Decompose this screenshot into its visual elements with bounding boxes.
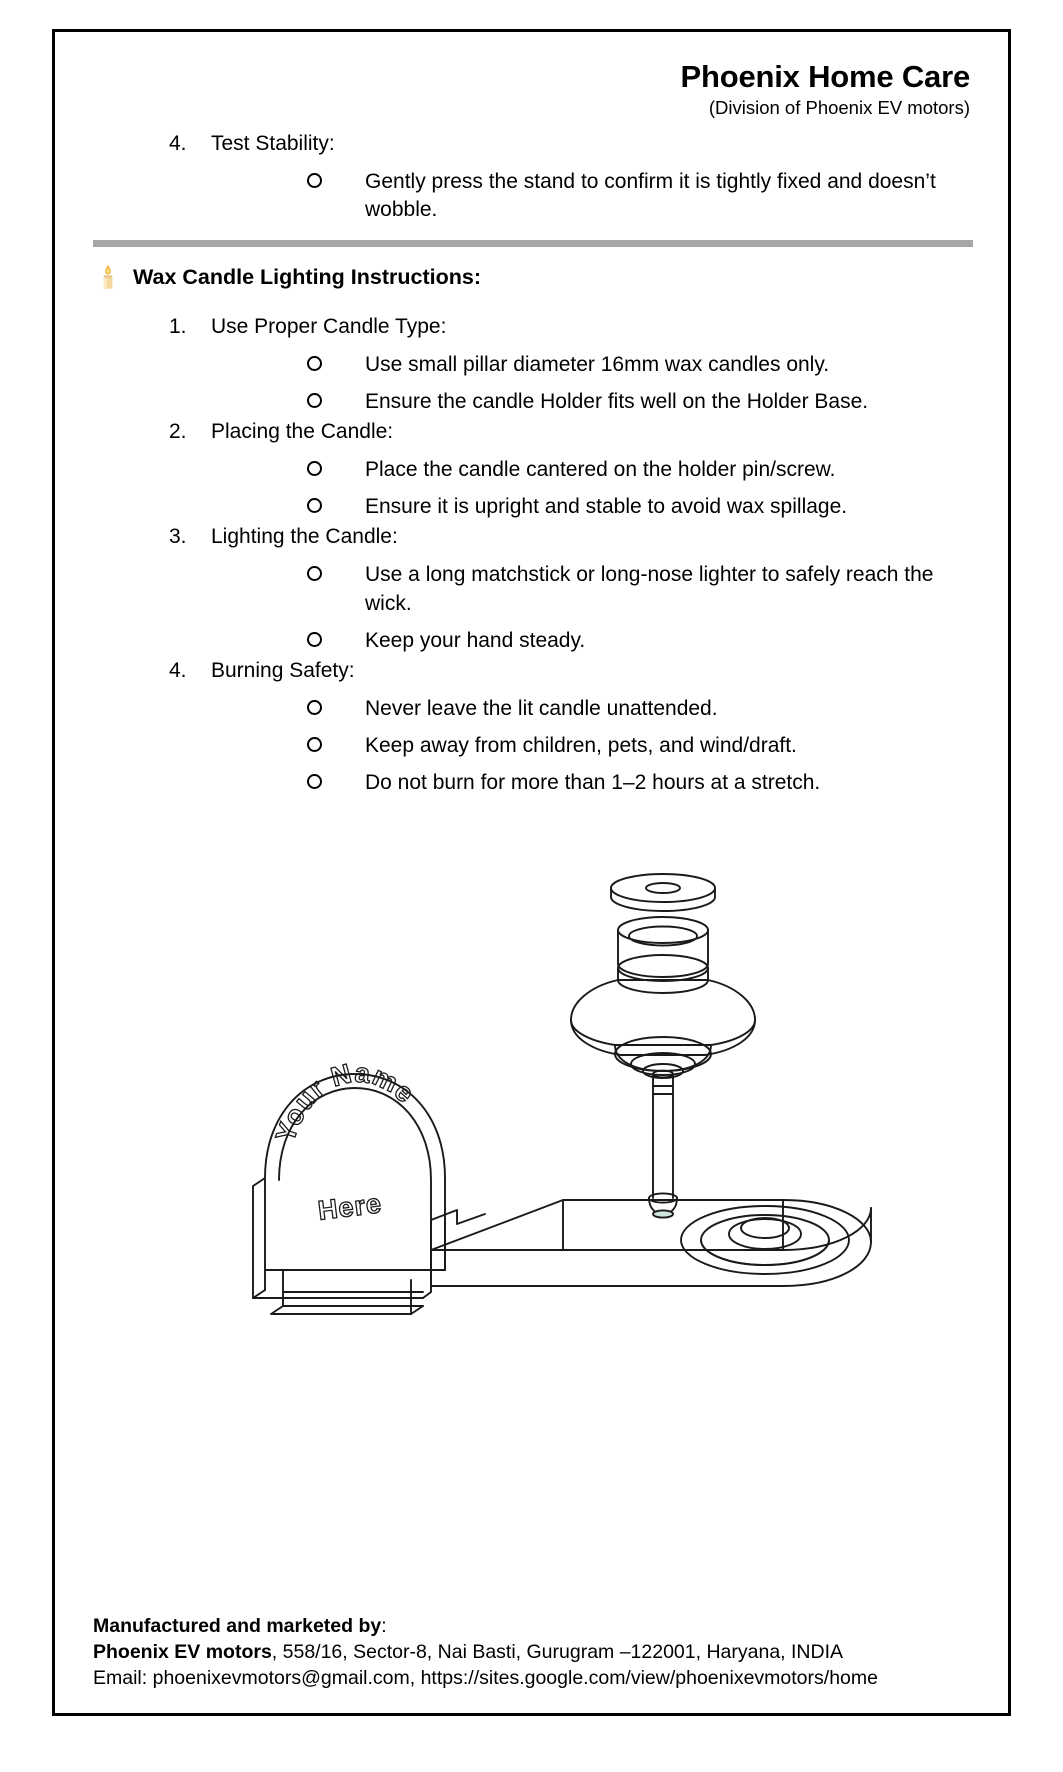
bullet-item	[93, 388, 973, 416]
page-footer	[93, 1613, 973, 1691]
candle-holder-assembly-drawing	[93, 868, 973, 1378]
footer-manufactured-label: Manufactured and marketed by	[93, 1614, 382, 1637]
item-number: 3.	[169, 525, 187, 549]
bullet-text: Gently press the stand to confirm it is tightly fixed and doesn’t wobble.	[365, 169, 936, 222]
hollow-circle-bullet-icon	[307, 173, 322, 188]
hollow-circle-bullet-icon	[307, 566, 322, 581]
hollow-circle-bullet-icon	[307, 632, 322, 647]
bullet-item	[93, 456, 973, 484]
candle-icon	[97, 263, 119, 291]
bullet-item	[93, 769, 973, 797]
item-number: 4.	[169, 658, 187, 682]
footer-contact-line: Email: phoenixevmotors@gmail.com, https://sites.google.com/view/phoenixevmotors/home	[93, 1666, 878, 1689]
bullet-item	[93, 493, 973, 521]
item-label: Burning Safety:	[211, 658, 355, 682]
item-label: Lighting the Candle:	[211, 525, 398, 549]
item-label: Use Proper Candle Type:	[211, 315, 447, 339]
hollow-circle-bullet-icon	[307, 737, 322, 752]
document-content	[93, 128, 973, 797]
item-number: 2.	[169, 420, 187, 444]
footer-address-text: , 558/16, Sector-8, Nai Basti, Gurugram –122001, Haryana, INDIA	[271, 1640, 844, 1663]
bullet-text: Place the candle cantered on the holder pin/screw.	[365, 458, 836, 482]
bullet-item	[93, 695, 973, 723]
hollow-circle-bullet-icon	[307, 356, 322, 371]
footer-colon: :	[381, 1614, 387, 1637]
bullet-item	[93, 732, 973, 760]
footer-address-line	[93, 1639, 973, 1665]
bullet-item	[93, 168, 973, 224]
bullet-text: Ensure the candle Holder fits well on the Holder Base.	[365, 390, 869, 414]
footer-manufactured-line	[93, 1613, 973, 1639]
engraving-your-name: Your Name	[270, 1057, 421, 1146]
bullet-text: Keep away from children, pets, and wind/draft.	[365, 733, 797, 757]
bullet-text: Use a long matchstick or long-nose lighter to safely reach the wick.	[365, 563, 934, 615]
numbered-item	[93, 418, 973, 447]
bullet-text: Never leave the lit candle unattended.	[365, 696, 718, 720]
footer-company-name: Phoenix EV motors	[93, 1640, 272, 1663]
page-border-frame	[52, 29, 1011, 1716]
page-header	[270, 60, 970, 118]
section-heading	[93, 265, 973, 291]
bullet-text: Use small pillar diameter 16mm wax candles only.	[365, 352, 830, 376]
company-subtitle: (Division of Phoenix EV motors)	[708, 97, 970, 119]
section-heading-text: Wax Candle Lighting Instructions:	[133, 265, 481, 290]
item-number: 4.	[169, 132, 187, 155]
hollow-circle-bullet-icon	[307, 774, 322, 789]
numbered-item	[93, 130, 973, 159]
engraving-here: Here	[316, 1188, 384, 1226]
bullet-text: Ensure it is upright and stable to avoid wax spillage.	[365, 495, 848, 519]
bullet-text: Keep your hand steady.	[365, 628, 586, 652]
hollow-circle-bullet-icon	[307, 393, 322, 408]
item-number: 1.	[169, 315, 187, 339]
numbered-item	[93, 313, 973, 342]
hollow-circle-bullet-icon	[307, 461, 322, 476]
bullet-item	[93, 627, 973, 655]
company-title: Phoenix Home Care	[680, 59, 970, 94]
bullet-text: Do not burn for more than 1–2 hours at a stretch.	[365, 771, 821, 795]
hollow-circle-bullet-icon	[307, 498, 322, 513]
section-divider	[93, 240, 973, 247]
item-label: Test Stability:	[211, 132, 335, 155]
hollow-circle-bullet-icon	[307, 700, 322, 715]
item-label: Placing the Candle:	[211, 420, 394, 444]
bullet-item	[93, 351, 973, 379]
numbered-item	[93, 657, 973, 686]
numbered-item	[93, 523, 973, 552]
bullet-item	[93, 561, 973, 617]
